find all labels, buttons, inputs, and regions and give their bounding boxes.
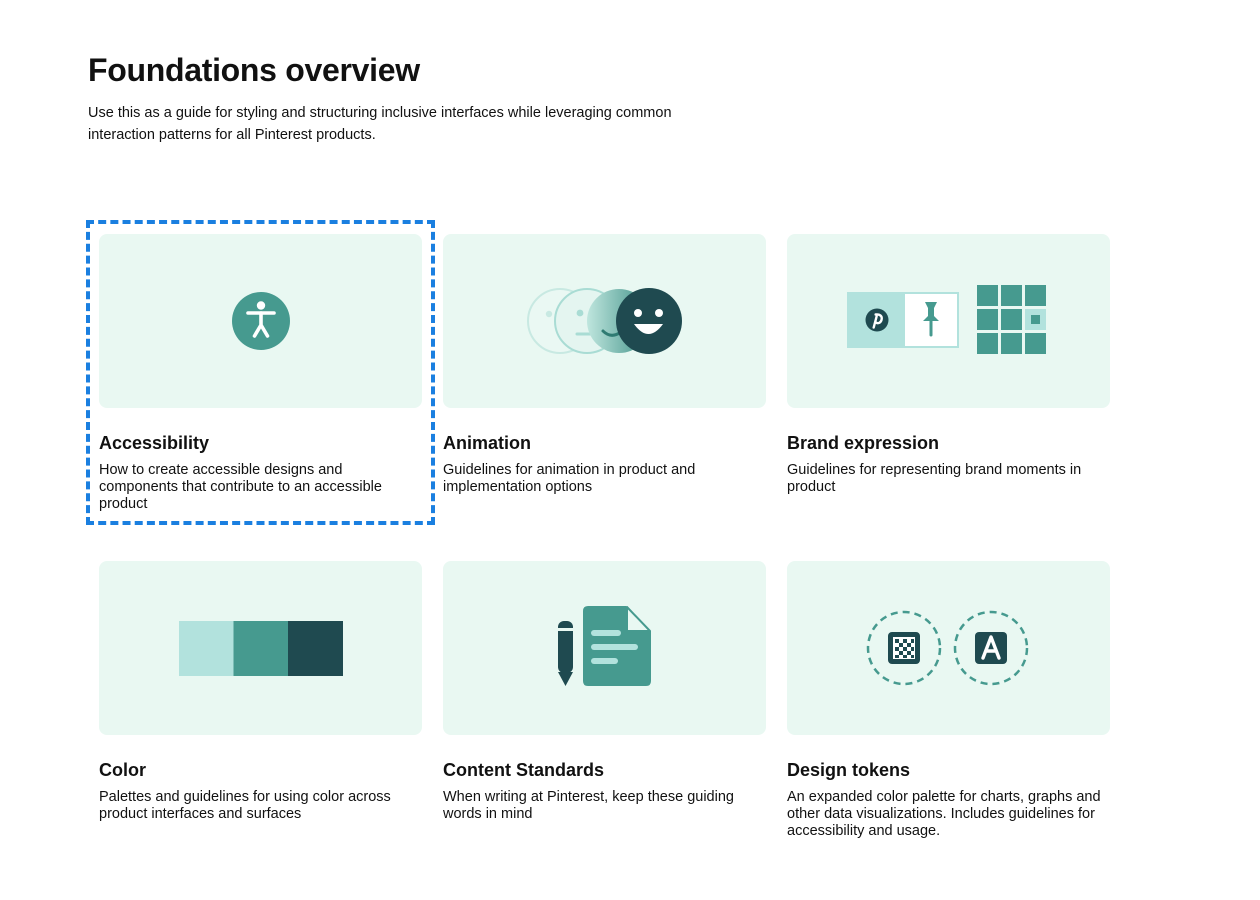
pencil-document-icon: [553, 606, 657, 690]
card-art: [787, 561, 1110, 735]
card-title: Content Standards: [443, 760, 605, 780]
card-description: How to create accessible designs and components that contribute to an accessible product: [99, 462, 382, 512]
card-title: Animation: [443, 433, 531, 453]
card-brand-expression[interactable]: [787, 234, 1110, 496]
design-tokens-icon: [866, 609, 1032, 687]
card-description: When writing at Pinterest, keep these guiding words in mind: [443, 789, 734, 822]
card-art: [99, 561, 422, 735]
card-content-standards[interactable]: [443, 561, 766, 823]
card-description: An expanded color palette for charts, graphs and other data visualizations. Includes guidelines for accessibility and usage.: [787, 789, 1101, 839]
card-title: Design tokens: [787, 760, 911, 780]
card-color[interactable]: [99, 561, 422, 823]
card-description: Guidelines for representing brand moments in product: [787, 462, 1082, 495]
card-description: Guidelines for animation in product and implementation options: [443, 462, 696, 495]
card-art: [787, 234, 1110, 408]
card-accessibility[interactable]: [99, 234, 422, 513]
page-title: Foundations overview: [88, 52, 420, 88]
page-intro: Use this as a guide for styling and structuring inclusive interfaces while leveraging common interaction patterns for all Pinterest products.: [88, 105, 672, 143]
card-animation[interactable]: [443, 234, 766, 496]
brand-expression-icon: [847, 285, 1051, 357]
card-title: Color: [99, 760, 146, 780]
card-art: [443, 561, 766, 735]
card-title: Brand expression: [787, 433, 940, 453]
accessibility-icon: [231, 291, 291, 351]
card-title: Accessibility: [99, 433, 210, 453]
animated-faces-icon: [525, 286, 685, 356]
card-art: [443, 234, 766, 408]
card-description: Palettes and guidelines for using color across product interfaces and surfaces: [99, 789, 391, 822]
card-art: [99, 234, 422, 408]
card-design-tokens[interactable]: [787, 561, 1110, 840]
color-swatches-icon: [179, 621, 343, 676]
